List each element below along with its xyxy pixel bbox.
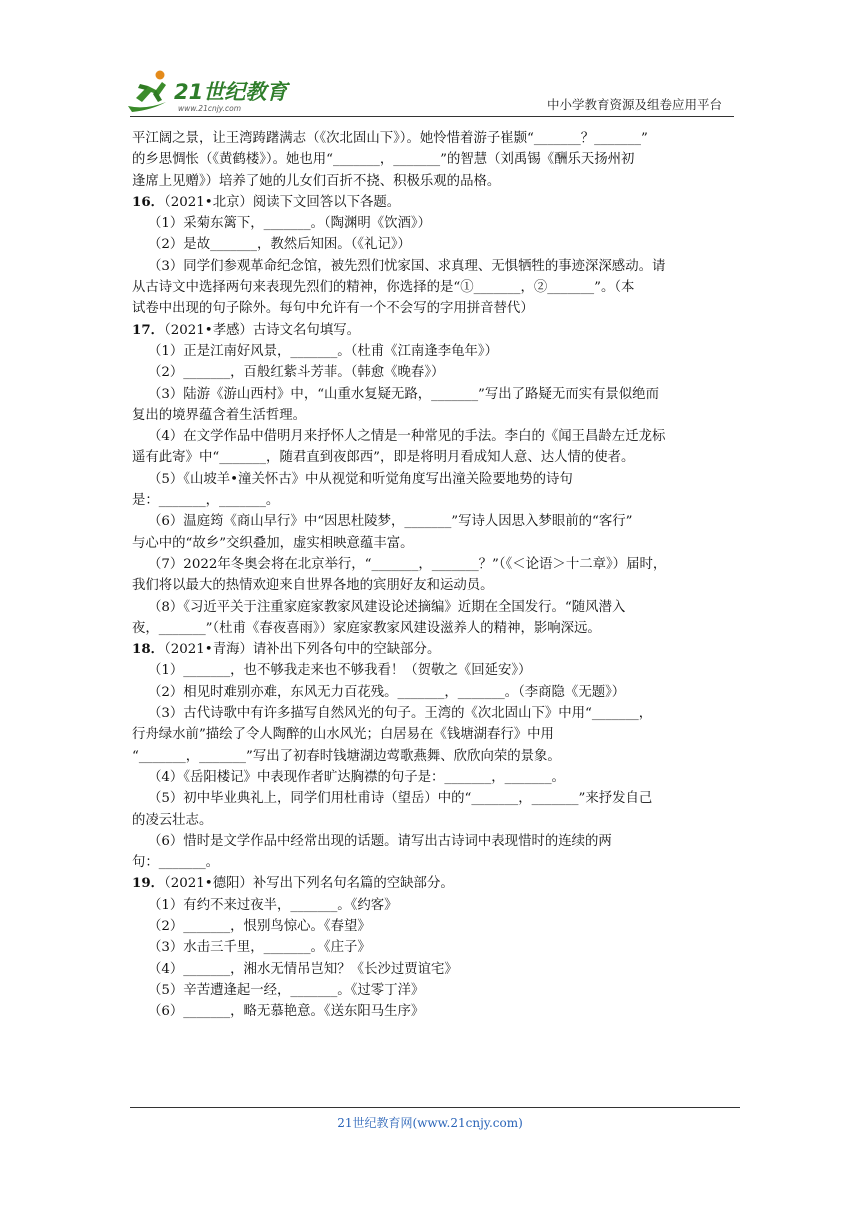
line-text: （2021•北京）阅读下文回答以下各题。 xyxy=(164,194,401,210)
question-number: 16． xyxy=(132,193,165,210)
line-text: （1）正是江南好风景，_______。（杜甫《江南逢李龟年》） xyxy=(148,343,498,359)
line-text: （4）在文学作品中借明月来抒怀人之情是一种常见的手法。李白的《闻王昌龄左迁龙标 xyxy=(148,429,666,445)
line-text: （6）惜时是文学作品中经常出现的话题。请写出古诗词中表现惜时的连续的两 xyxy=(148,833,612,849)
text-line xyxy=(132,916,732,937)
line-text: （2021•孝感）古诗文名句填写。 xyxy=(164,322,360,338)
text-line xyxy=(132,788,732,809)
line-text: （4）《岳阳楼记》中表现作者旷达胸襟的句子是：_______，_______。 xyxy=(148,769,565,785)
line-text: （4）_______，湘水无情吊岂知？《长沙过贾谊宅》 xyxy=(148,961,458,977)
header-divider xyxy=(130,116,734,117)
line-text: 的乡思惆怅（《黄鹤楼》）。她也用“_______，_______”的智慧（刘禹锡《酬乐天扬州初 xyxy=(132,152,635,168)
text-line xyxy=(132,341,732,362)
line-text: （2）相见时难别亦难，东风无力百花残。_______，_______。（李商隐《无题》） xyxy=(148,684,626,700)
text-line xyxy=(132,256,732,277)
line-text: 是：_______，_______。 xyxy=(132,493,280,509)
text-line xyxy=(132,447,732,468)
line-text: （3）陆游《游山西村》中，“山重水复疑无路，_______”写出了路疑无而实有景似绝而 xyxy=(148,386,659,402)
line-text: 试卷中出现的句子除外。每句中允许有一个不会写的字用拼音替代） xyxy=(132,301,534,317)
question-number: 17． xyxy=(132,321,165,338)
question-number: 18． xyxy=(132,641,165,658)
line-text: 行舟绿水前”描绘了令人陶醉的山水风光；白居易在《钱塘湖春行》中用 xyxy=(132,727,554,743)
text-line xyxy=(132,810,732,831)
text-line xyxy=(132,490,732,511)
text-line xyxy=(132,980,732,1001)
text-line xyxy=(132,937,732,958)
line-text: （3）同学们参观革命纪念馆，被先烈们忧家国、求真理、无惧牺牲的事迹深深感动。请 xyxy=(148,258,666,274)
line-text: （2021•青海）请补出下列各句中的空缺部分。 xyxy=(164,642,441,658)
line-text: （6）温庭筠《商山早行》中“因思杜陵梦，_______”写诗人因思入梦眼前的“客行” xyxy=(148,514,633,530)
text-line xyxy=(132,746,732,767)
line-text: 遥有此寄》中“_______，随君直到夜郎西”，即是将明月看成知人意、达人情的使者。 xyxy=(132,450,635,466)
footer-divider xyxy=(130,1107,740,1108)
text-line xyxy=(132,277,732,298)
line-text: （6）_______，略无慕艳意。《送东阳马生序》 xyxy=(148,1004,425,1020)
line-text: “_______，_______”写出了初春时钱塘湖边莺歌燕舞、欣欣向荣的景象。 xyxy=(132,748,561,764)
text-line xyxy=(132,511,732,532)
text-line xyxy=(132,597,732,618)
question-heading xyxy=(132,320,732,341)
line-text: （3）水击三千里，_______。《庄子》 xyxy=(148,940,371,956)
text-line xyxy=(132,895,732,916)
text-line xyxy=(132,213,732,234)
text-line xyxy=(132,298,732,319)
text-line xyxy=(132,149,732,170)
line-text: 逢席上见赠》）培养了她的儿女们百折不挠、积极乐观的品格。 xyxy=(132,173,501,189)
text-line xyxy=(132,660,732,681)
line-text: 平江阔之景，让王湾踌躇满志（《次北固山下》）。她怜惜着游子崔颢“_______？_______” xyxy=(132,131,648,146)
line-text: 夜，_______”（杜甫《春夜喜雨》）家庭家教家风建设滋养人的精神，影响深远。 xyxy=(132,620,601,636)
text-line xyxy=(132,554,732,575)
line-text: 复出的境界蕴含着生活哲理。 xyxy=(132,407,307,423)
text-line xyxy=(132,533,732,554)
line-text: （1）采菊东篱下，_______。（陶渊明《饮酒》） xyxy=(148,216,432,232)
text-line xyxy=(132,724,732,745)
text-line xyxy=(132,384,732,405)
line-text: （1）_______，也不够我走来也不够我看！（贺敬之《回延安》） xyxy=(148,663,532,679)
text-line xyxy=(132,469,732,490)
text-line xyxy=(132,831,732,852)
text-line xyxy=(132,767,732,788)
text-line xyxy=(132,405,732,426)
line-text: （1）有约不来过夜半，_______。《约客》 xyxy=(148,897,398,913)
runner-icon xyxy=(128,71,166,113)
text-line xyxy=(132,959,732,980)
logo-url: www.21cnjy.com xyxy=(178,104,242,113)
line-text: （7）2022年冬奥会将在北京举行，“_______，_______？”（《＜论语＞十二章》）届时， xyxy=(148,556,667,572)
text-line xyxy=(132,618,732,639)
site-logo xyxy=(122,66,290,118)
text-line xyxy=(132,128,732,149)
line-text: 的凌云壮志。 xyxy=(132,812,213,828)
line-text: （2）_______，百般红紫斗芳菲。（韩愈《晚春》） xyxy=(148,365,445,381)
question-number: 19． xyxy=(132,875,165,892)
line-text: （5）辛苦遭逢起一经，_______。《过零丁洋》 xyxy=(148,982,425,998)
line-text: 句：_______。 xyxy=(132,855,220,871)
line-text: （2）_______，恨别鸟惊心。《春望》 xyxy=(148,918,371,934)
text-line xyxy=(132,171,732,192)
line-text: 我们将以最大的热情欢迎来自世界各地的宾朋好友和运动员。 xyxy=(132,578,494,594)
line-text: （3）古代诗歌中有许多描写自然风光的句子。王湾的《次北固山下》中用“_______， xyxy=(148,706,653,722)
question-heading xyxy=(132,873,732,894)
line-text: 与心中的“故乡”交织叠加，虚实相映意蕴丰富。 xyxy=(132,535,414,551)
text-line xyxy=(132,575,732,596)
question-content xyxy=(132,128,732,1022)
line-text: （2021•德阳）补写出下列名句名篇的空缺部分。 xyxy=(164,876,454,892)
question-heading xyxy=(132,192,732,213)
question-heading xyxy=(132,639,732,660)
line-text: （2）是故_______，教然后知困。（《礼记》） xyxy=(148,237,411,253)
line-text: （8）《习近平关于注重家庭家教家风建设论述摘编》近期在全国发行。“随风潜入 xyxy=(148,599,626,615)
line-text: （5）《山坡羊•潼关怀古》中从视觉和听觉角度写出潼关险要地势的诗句 xyxy=(148,471,573,487)
text-line xyxy=(132,362,732,383)
logo-text: 21世纪教育 xyxy=(174,80,288,104)
text-line xyxy=(132,426,732,447)
text-line xyxy=(132,1001,732,1022)
header-platform-name: 中小学教育资源及组卷应用平台 xyxy=(546,97,722,112)
text-line xyxy=(132,682,732,703)
text-line xyxy=(132,703,732,724)
line-text: 从古诗文中选择两句来表现先烈们的精神，你选择的是“①_______，②_______”。（本 xyxy=(132,280,635,296)
text-line xyxy=(132,852,732,873)
footer-site-link[interactable]: 21世纪教育网(www.21cnjy.com) xyxy=(337,1116,523,1130)
text-line xyxy=(132,234,732,255)
line-text: （5）初中毕业典礼上，同学们用杜甫诗（望岳）中的“_______，_______”来抒发自己 xyxy=(148,791,653,807)
